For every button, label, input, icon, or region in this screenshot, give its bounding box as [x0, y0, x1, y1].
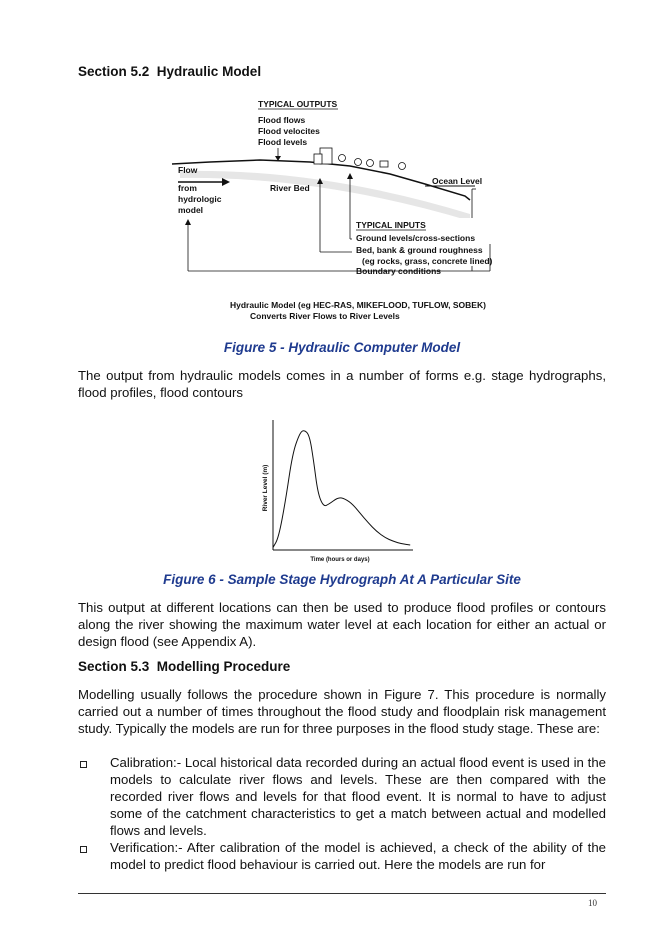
from-label: hydrologic [178, 194, 222, 204]
section-heading [78, 64, 261, 79]
section-title: Hydraulic Model [156, 64, 262, 79]
figure-6-caption: Figure 6 - Sample Stage Hydrograph At A Particular Site [163, 572, 521, 587]
x-axis-label: Time (hours or days) [310, 557, 370, 563]
flow-label: Flow [178, 165, 198, 175]
list-item: Calibration:- Local historical data recorded during an actual flood event is used in the models to calculate river flows and levels. These are then compared with the recorded river flows and levels for that flood event. It is normal to have to adjust some of the catchment characteristics to get a match between actual and modelled flows and levels. [110, 755, 606, 838]
model-line-1: Hydraulic Model (eg HEC-RAS, MIKEFLOOD, TUFLOW, SOBEK) [230, 300, 486, 310]
y-axis-label: River Level (m) [262, 464, 269, 512]
list-item: Verification:- After calibration of the model is achieved, a check of the ability of the model to predict flood behaviour is carried out. Here the models are run for [110, 840, 606, 872]
section-number: Section 5.3 [78, 659, 150, 674]
hydrograph-line [273, 431, 410, 548]
typical-outputs-title: TYPICAL OUTPUTS [258, 99, 338, 109]
model-line-2: Converts River Flows to River Levels [250, 311, 400, 321]
bullet-icon [80, 846, 87, 853]
from-label: model [178, 205, 204, 215]
footer-rule [78, 893, 606, 894]
stage-hydrograph-chart [258, 418, 418, 566]
input-item: Boundary conditions [356, 266, 441, 276]
page-number: 10 [588, 898, 597, 908]
section-number: Section 5.2 [78, 64, 150, 79]
input-item: (eg rocks, grass, concrete lined) [362, 256, 493, 266]
from-label: from [178, 183, 197, 193]
paragraph: The output from hydraulic models comes in a number of forms e.g. stage hydrographs, flood profiles, flood contours [78, 368, 606, 400]
paragraph: This output at different locations can then be used to produce flood profiles or contours along the river showing the maximum water level at each location for either an actual or design flood (see Appendix A). [78, 600, 606, 649]
paragraph: Modelling usually follows the procedure shown in Figure 7. This procedure is normally carried out a number of times throughout the flood study and floodplain risk management study. Typically the models are run for three purposes in the flood study stage. These are: [78, 687, 606, 736]
section-title: Modelling Procedure [156, 659, 291, 674]
ocean-level-label: Ocean Level [432, 176, 483, 186]
figure-5-caption: Figure 5 - Hydraulic Computer Model [223, 340, 461, 355]
output-item: Flood velocites [258, 126, 320, 136]
input-item: Ground levels/cross-sections [356, 233, 476, 243]
hydraulic-model-diagram [170, 96, 510, 324]
typical-inputs-title: TYPICAL INPUTS [356, 220, 426, 230]
bullet-icon [80, 761, 87, 768]
input-item: Bed, bank & ground roughness [356, 245, 483, 255]
output-item: Flood levels [258, 137, 308, 147]
output-item: Flood flows [258, 115, 306, 125]
section-heading [78, 659, 290, 674]
river-bed-label: River Bed [270, 183, 310, 193]
